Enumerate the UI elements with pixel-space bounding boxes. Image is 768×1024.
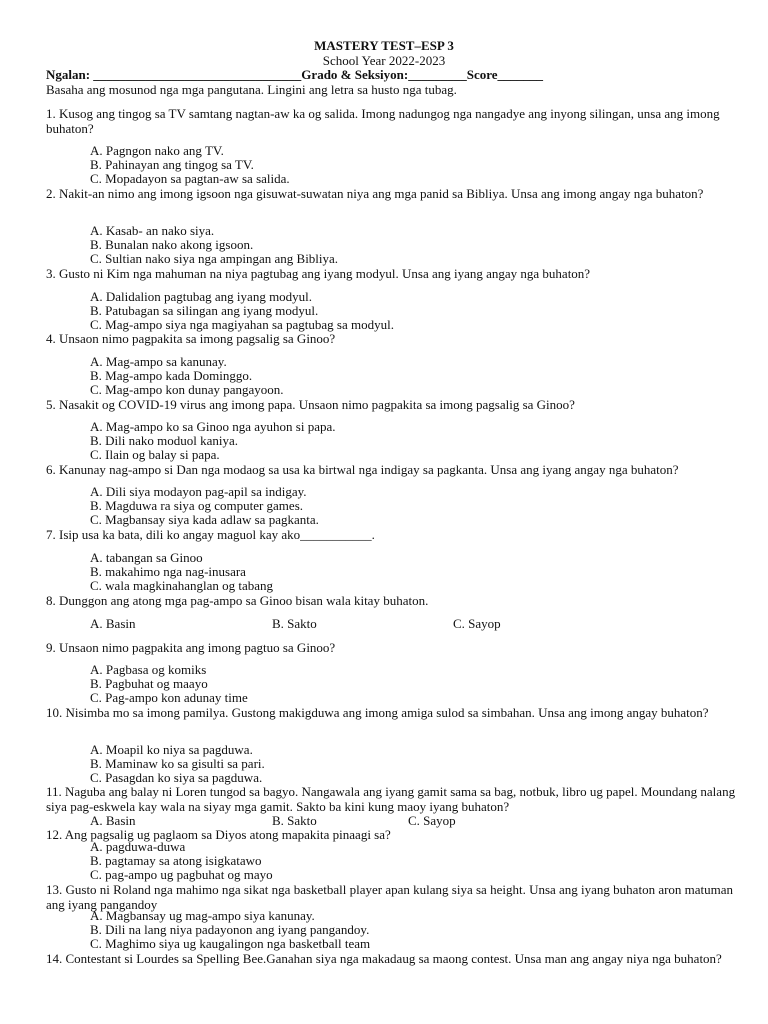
option-b: B. Dili na lang niya padayonon ang iyang pangandoy. [90,922,370,937]
question-12: 12. Ang pagsalig ug paglaom sa Diyos atong mapakita pinaagi sa? [46,827,391,842]
question-1: 1. Kusog ang tingog sa TV samtang nagtan-aw ka og salida. Imong nadungog nga nangadye ang inyong silingan, unsa ang imong buhaton? [46,106,720,136]
option-c: C. pag-ampo ug pagbuhat og mayo [90,867,273,882]
option-b: B. Patubagan sa silingan ang iyang modyul. [90,303,319,318]
option-b: B. Maminaw ko sa gisulti sa pari. [90,756,265,771]
question-7-options [90,551,273,593]
option-b: B. makahimo nga nag-inusara [90,564,246,579]
option-c: C. Maghimo siya ug kaugalingon nga basketball team [90,936,371,951]
option-a: A. Mag-ampo ko sa Ginoo nga ayuhon si papa. [90,419,336,434]
question-7: 7. Isip usa ka bata, dili ko angay maguol kay ako___________. [46,527,375,542]
option-b: B. Mag-ampo kada Dominggo. [90,368,253,383]
option-c: C. Ilain og balay si papa. [90,447,220,462]
option-b: B. Pahinayan ang tingog sa TV. [90,157,254,172]
option-a: A. Kasab- an nako siya. [90,223,215,238]
question-1-options [90,144,290,186]
question-2: 2. Nakit-an nimo ang imong igsoon nga gisuwat-suwatan niya ang mga panid sa Bibliya. Unsa ang imong angay nga buhaton? [46,186,704,201]
option-b: B. Sakto [272,616,317,631]
question-5-options [90,420,336,462]
option-a: A. Basin [90,616,136,631]
question-4: 4. Unsaon nimo pagpakita sa imong pagsalig sa Ginoo? [46,331,336,346]
option-a: A. Pagngon nako ang TV. [90,143,224,158]
question-9-options [90,663,248,705]
question-9: 9. Unsaon nimo pagpakita ang imong pagtuo sa Ginoo? [46,640,336,655]
option-c: C. Sayop [453,616,501,631]
option-c: C. Mopadayon sa pagtan-aw sa salida. [90,171,290,186]
instructions: Basaha ang mosunod nga mga pangutana. Lingini ang letra sa husto nga tubag. [46,82,457,97]
question-12-options [90,840,273,882]
option-b: B. Sakto [272,813,317,828]
question-5: 5. Nasakit og COVID-19 virus ang imong papa. Unsaon nimo pagpakita sa imong pagsalig sa Ginoo? [46,397,575,412]
option-b: B. Pagbuhat og maayo [90,676,208,691]
option-c: C. Mag-ampo siya nga magiyahan sa pagtubag sa modyul. [90,317,394,332]
option-c: C. Pasagdan ko siya sa pagduwa. [90,770,263,785]
question-13: 13. Gusto ni Roland nga mahimo nga sikat nga basketball player apan kulang siya sa height. Unsa ang iyang buhaton aron matuman ang iyang pangandoy [46,882,734,912]
option-a: A. Basin [90,813,136,828]
option-c: C. wala magkinahanglan og tabang [90,578,274,593]
option-a: A. Mag-ampo sa kanunay. [90,354,227,369]
option-a: A. Moapil ko niya sa pagduwa. [90,742,253,757]
school-year: School Year 2022-2023 [322,53,446,68]
option-b: B. Magduwa ra siya og computer games. [90,498,304,513]
question-14: 14. Contestant si Lourdes sa Spelling Bee.Ganahan siya nga makadaug sa maong contest. Unsa man ang angay niya nga buhaton? [46,951,722,966]
question-8: 8. Dunggon ang atong mga pag-ampo sa Ginoo bisan wala kitay buhaton. [46,593,429,608]
student-info-line: Ngalan: ________________________________Grado & Seksiyon:_________Score_______ [46,67,544,82]
question-10: 10. Nisimba mo sa imong pamilya. Gustong makigduwa ang imong amiga sulod sa simbahan. Unsa ang imong angay buhaton? [46,705,709,720]
question-3-options [90,290,394,332]
option-b: B. pagtamay sa atong isigkatawo [90,853,262,868]
option-c: C. Sultian nako siya nga ampingan ang Bibliya. [90,251,339,266]
question-6: 6. Kanunay nag-ampo si Dan nga modaog sa usa ka birtwal nga indigay sa pagkanta. Unsa ang iyang angay nga buhaton? [46,462,679,477]
question-2-options [90,224,338,266]
option-a: A. Magbansay ug mag-ampo siya kanunay. [90,908,315,923]
question-10-options [90,743,265,785]
option-a: A. Dili siya modayon pag-apil sa indigay. [90,484,307,499]
question-13-options [90,909,370,951]
option-c: C. Mag-ampo kon dunay pangayoon. [90,382,284,397]
question-6-options [90,485,319,527]
option-c: C. Pag-ampo kon adunay time [90,690,248,705]
option-a: A. Dalidalion pagtubag ang iyang modyul. [90,289,313,304]
option-b: B. Bunalan nako akong igsoon. [90,237,254,252]
page-title: MASTERY TEST–ESP 3 [314,38,454,53]
question-11: 11. Naguba ang balay ni Loren tungod sa bagyo. Nangawala ang iyang gamit sama sa bag, notbuk, libro ug papel. Moundang nalang siya pag-eskwela kay wala na siyay mga gamit. Sakto ba kini kung maoy iyang buhaton? [46,784,736,814]
option-a: A. pagduwa-duwa [90,839,186,854]
option-a: A. Pagbasa og komiks [90,662,207,677]
question-4-options [90,355,284,397]
option-a: A. tabangan sa Ginoo [90,550,203,565]
option-c: C. Magbansay siya kada adlaw sa pagkanta. [90,512,319,527]
option-c: C. Sayop [408,813,456,828]
option-b: B. Dili nako moduol kaniya. [90,433,239,448]
question-3: 3. Gusto ni Kim nga mahuman na niya pagtubag ang iyang modyul. Unsa ang iyang angay nga buhaton? [46,266,591,281]
